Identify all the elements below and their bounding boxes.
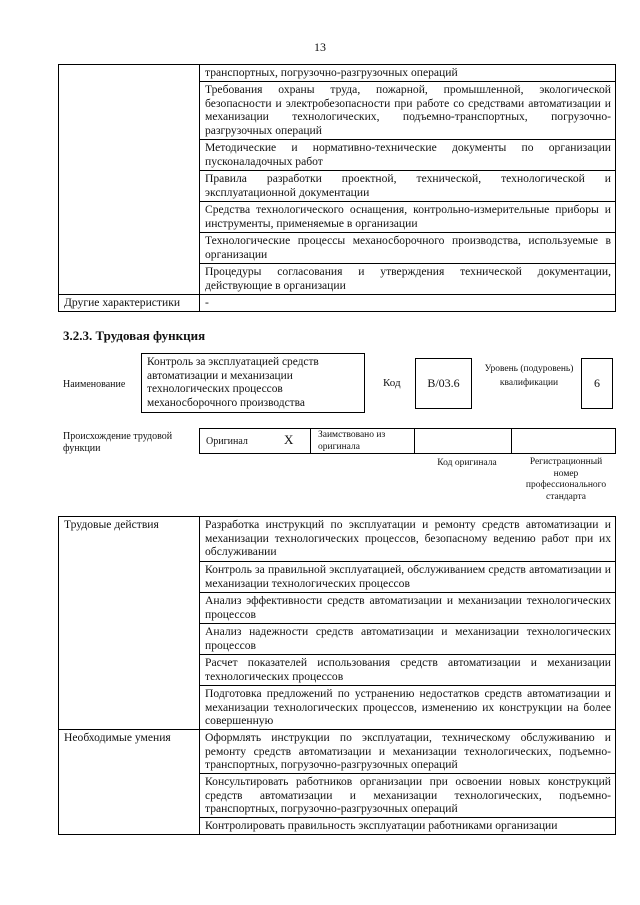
code-label: Код	[383, 377, 401, 389]
skill-item: Контролировать правильность эксплуатации работниками организации	[200, 818, 616, 835]
knowledge-item: транспортных, погрузочно-разгрузочных операций	[200, 65, 616, 82]
level-label: Уровень (подуровень) квалификации	[484, 364, 574, 388]
section-heading: 3.2.3. Трудовая функция	[63, 328, 206, 343]
knowledge-item: Технологические процессы механосборочного производства, используемые в организации	[200, 233, 616, 264]
knowledge-table	[58, 64, 616, 312]
skills-label: Необходимые умения	[59, 730, 200, 835]
function-name-value: Контроль за эксплуатацией средств автоматизации и механизации технологических процессов механосборочного производства	[141, 353, 365, 413]
origin-divider	[414, 428, 415, 454]
knowledge-item: Требования охраны труда, пожарной, промышленной, экологической безопасности и электробезопасности при работе со средствами автоматизации и механизации технологических, подъемно-транспортных, погрузочно-разгрузочных операций	[200, 82, 616, 140]
knowledge-item: Правила разработки проектной, технической, технологической и эксплуатационной документации	[200, 171, 616, 202]
original-code-caption: Код оригинала	[437, 458, 497, 468]
borrowed-label: Заимствовано из оригинала	[318, 430, 386, 452]
origin-divider	[511, 428, 512, 454]
actions-label: Трудовые действия	[59, 517, 200, 730]
knowledge-item: Средства технологического оснащения, контрольно-измерительные приборы и инструменты, применяемые в организации	[200, 202, 616, 233]
origin-divider	[310, 428, 311, 454]
skill-item: Оформлять инструкции по эксплуатации, техническому обслуживанию и ремонту средств автоматизации и механизации технологических, подъемно-транспортных, погрузочно-разгрузочных операций	[200, 730, 616, 774]
action-item: Разработка инструкций по эксплуатации и ремонту средств автоматизации и механизации технологических процессов, безопасному ведению работ при их обслуживании	[200, 517, 616, 562]
action-item: Расчет показателей использования средств автоматизации и механизации технологических процессов	[200, 655, 616, 686]
level-value: 6	[581, 358, 613, 409]
action-item: Контроль за правильной эксплуатацией, обслуживанием средств автоматизации и механизации технологических процессов	[200, 562, 616, 593]
action-item: Анализ надежности средств автоматизации и механизации технологических процессов	[200, 624, 616, 655]
original-mark: X	[284, 432, 294, 447]
code-value: B/03.6	[415, 358, 472, 409]
skill-item: Консультировать работников организации при освоении новых конструкций средств автоматизации и механизации технологических, подъемно-транспортных, погрузочно-разгрузочных операций	[200, 774, 616, 818]
page-number: 13	[314, 40, 326, 54]
action-item: Подготовка предложений по устранению недостатков средств автоматизации и механизации технологических процессов, изменению их конструкции на более совершенную	[200, 686, 616, 730]
registration-number-caption: Регистрационный номер профессионального стандарта	[525, 457, 607, 502]
origin-label: Происхождение трудовой функции	[63, 431, 173, 454]
other-characteristics-label: Другие характеристики	[59, 295, 200, 312]
other-characteristics-value: -	[200, 295, 616, 312]
name-label: Наименование	[63, 379, 126, 390]
knowledge-item: Процедуры согласования и утверждения технической документации, действующие в организации	[200, 264, 616, 295]
function-details-table	[58, 516, 616, 835]
knowledge-label-cell	[59, 65, 200, 295]
action-item: Анализ эффективности средств автоматизации и механизации технологических процессов	[200, 593, 616, 624]
knowledge-item: Методические и нормативно-технические документы по организации пусконаладочных работ	[200, 140, 616, 171]
original-label: Оригинал	[206, 436, 248, 447]
